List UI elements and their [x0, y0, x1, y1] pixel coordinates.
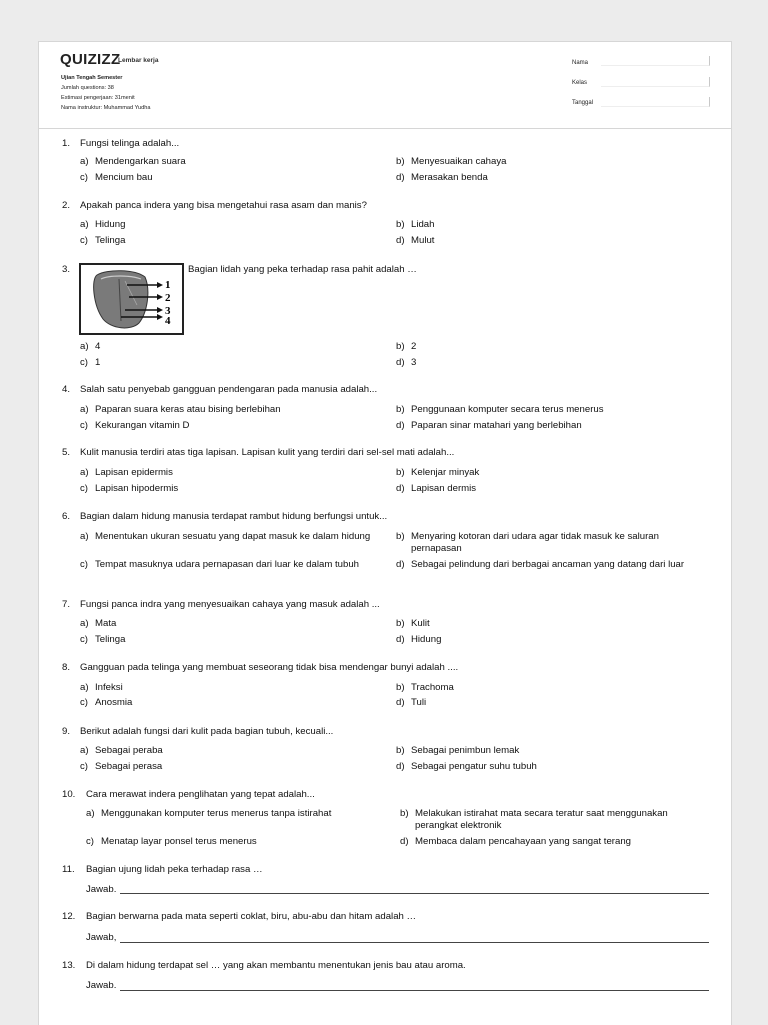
option-text: Telinga [95, 634, 126, 645]
option-b[interactable] [396, 156, 506, 168]
answer-line[interactable] [120, 942, 709, 943]
question-number: 7. [62, 599, 71, 610]
option-letter: c) [80, 235, 88, 246]
question-text: Bagian ujung lidah peka terhadap rasa … [86, 864, 263, 875]
option-letter: b) [396, 745, 405, 756]
option-text: Hidung [411, 634, 442, 645]
tongue-illustration [81, 265, 182, 333]
option-letter: d) [396, 761, 405, 772]
option-a[interactable] [80, 467, 173, 479]
class-field[interactable] [601, 77, 710, 87]
option-text: Menatap layar ponsel terus menerus [101, 836, 257, 847]
option-text: Menggunakan komputer terus menerus tanpa istirahat [101, 808, 332, 819]
question-number: 1. [62, 138, 71, 149]
option-text: Infeksi [95, 682, 123, 693]
question-text: Cara merawat indera penglihatan yang tepat adalah... [86, 789, 315, 800]
question-text: Fungsi telinga adalah... [80, 138, 180, 149]
option-text: Lapisan epidermis [95, 467, 173, 478]
option-text: Telinga [95, 235, 126, 246]
option-letter: c) [80, 697, 88, 708]
option-letter: c) [80, 357, 88, 368]
question-number: 2. [62, 200, 71, 211]
option-letter: a) [86, 808, 95, 819]
option-text: Paparan sinar matahari yang berlebihan [411, 420, 582, 431]
tongue-diagram [79, 263, 184, 335]
date-label: Tanggal [572, 100, 594, 106]
question-number: 3. [62, 264, 71, 275]
option-letter: c) [86, 836, 94, 847]
option-letter: a) [80, 745, 89, 756]
option-letter: d) [396, 357, 405, 368]
option-text: Melakukan istirahat mata secara teratur saat menggunakan perangkat elektronik [415, 808, 668, 831]
option-text: Membaca dalam pencahayaan yang sangat terang [415, 836, 632, 847]
option-c[interactable] [86, 836, 391, 848]
diagram-label-1: 1 [165, 279, 171, 291]
answer-line[interactable] [120, 893, 709, 894]
option-letter: a) [80, 156, 89, 167]
option-c[interactable] [80, 634, 125, 646]
option-letter: d) [396, 697, 405, 708]
class-label: Kelas [572, 80, 588, 86]
option-text: Mendengarkan suara [95, 156, 186, 167]
option-text: Tempat masuknya udara pernapasan dari luar ke dalam tubuh [95, 559, 359, 570]
quizizz-logo: QUIZIZZ [60, 51, 121, 68]
option-text: Lapisan dermis [411, 483, 477, 494]
option-letter: b) [400, 808, 409, 819]
option-a[interactable] [80, 531, 385, 543]
option-text: Kulit [411, 618, 430, 629]
option-b[interactable] [396, 745, 519, 757]
option-letter: a) [80, 467, 89, 478]
option-text: Anosmia [95, 697, 133, 708]
option-text: Kekurangan vitamin D [95, 420, 190, 431]
option-d[interactable] [396, 357, 416, 369]
option-c[interactable] [80, 420, 189, 432]
option-letter: a) [80, 219, 89, 230]
option-text: Sebagai pelindung dari berbagai ancaman yang datang dari luar [411, 559, 685, 570]
option-a[interactable] [80, 219, 125, 231]
option-b[interactable] [396, 531, 701, 555]
option-c[interactable] [80, 172, 153, 184]
option-d[interactable] [396, 634, 441, 646]
worksheet-type: Lembar kerja [118, 57, 159, 64]
option-d[interactable] [396, 559, 701, 571]
option-text: Kelenjar minyak [411, 467, 480, 478]
option-text: Lapisan hipodermis [95, 483, 179, 494]
option-d[interactable] [396, 761, 537, 773]
question-text: Fungsi panca indra yang menyesuaikan cahaya yang masuk adalah ... [80, 599, 380, 610]
option-text: Merasakan benda [411, 172, 488, 183]
question-number: 5. [62, 447, 71, 458]
option-letter: c) [80, 420, 88, 431]
option-letter: d) [396, 483, 405, 494]
question-text: Bagian lidah yang peka terhadap rasa pahit adalah … [188, 264, 417, 275]
option-text: Sebagai penimbun lemak [411, 745, 520, 756]
answer-line[interactable] [120, 990, 709, 991]
option-b[interactable] [396, 682, 454, 694]
option-c[interactable] [80, 357, 100, 369]
diagram-label-3: 3 [165, 305, 171, 317]
option-letter: a) [80, 341, 89, 352]
option-d[interactable] [396, 697, 426, 709]
option-text: Sebagai pengatur suhu tubuh [411, 761, 537, 772]
option-letter: d) [396, 634, 405, 645]
option-b[interactable] [396, 467, 479, 479]
question-count: Jumlah questions: 38 [61, 85, 114, 91]
exam-title: Ujian Tengah Semester [61, 75, 123, 81]
option-a[interactable] [86, 808, 391, 820]
option-letter: d) [396, 559, 405, 570]
worksheet-header [39, 42, 731, 129]
answer-label: Jawab. [86, 884, 117, 895]
diagram-label-2: 2 [165, 292, 171, 304]
option-letter: a) [80, 682, 89, 693]
option-a[interactable] [80, 618, 116, 630]
question-text: Bagian berwarna pada mata seperti coklat, biru, abu-abu dan hitam adalah … [86, 911, 417, 922]
option-letter: b) [396, 682, 405, 693]
question-number: 6. [62, 511, 71, 522]
question-number: 8. [62, 662, 71, 673]
question-number: 11. [62, 864, 75, 875]
option-c[interactable] [80, 761, 162, 773]
option-text: Mulut [411, 235, 435, 246]
option-text: Penggunaan komputer secara terus menerus [411, 404, 604, 415]
option-text: Menyesuaikan cahaya [411, 156, 507, 167]
option-text: Hidung [95, 219, 126, 230]
option-d[interactable] [396, 172, 488, 184]
question-text: Apakah panca indera yang bisa mengetahui rasa asam dan manis? [80, 200, 367, 211]
option-letter: b) [396, 404, 405, 415]
option-c[interactable] [80, 235, 125, 247]
option-b[interactable] [396, 404, 604, 416]
question-text: Gangguan pada telinga yang membuat seseorang tidak bisa mendengar bunyi adalah .... [80, 662, 459, 673]
option-d[interactable] [400, 836, 705, 848]
option-text: Sebagai perasa [95, 761, 163, 772]
date-field[interactable] [601, 97, 710, 107]
option-text: Trachoma [411, 682, 454, 693]
option-b[interactable] [396, 341, 416, 353]
option-text: 3 [411, 357, 417, 368]
time-estimate: Estimasi pengerjaan: 31menit [61, 95, 135, 101]
question-number: 10. [62, 789, 76, 800]
option-text: Menyaring kotoran dari udara agar tidak masuk ke saluran pernapasan [411, 531, 659, 554]
option-letter: a) [80, 404, 89, 415]
instructor-name: Nama instruktur: Muhammad Yudha [61, 105, 151, 111]
question-number: 9. [62, 726, 71, 737]
option-letter: b) [396, 219, 405, 230]
option-a[interactable] [80, 682, 123, 694]
name-label: Nama [572, 60, 589, 66]
question-text: Di dalam hidung terdapat sel … yang akan membantu menentukan jenis bau atau aroma. [86, 960, 466, 971]
option-b[interactable] [396, 618, 430, 630]
option-a[interactable] [80, 341, 100, 353]
option-letter: d) [396, 420, 405, 431]
question-number: 4. [62, 384, 71, 395]
name-field[interactable] [601, 56, 710, 66]
option-letter: a) [80, 618, 89, 629]
question-text: Salah satu penyebab gangguan pendengaran pada manusia adalah... [80, 384, 378, 395]
option-c[interactable] [80, 483, 178, 495]
option-text: 2 [411, 341, 417, 352]
answer-label: Jawab, [86, 932, 117, 943]
option-text: Tuli [411, 697, 427, 708]
question-number: 13. [62, 960, 76, 971]
option-text: Lidah [411, 219, 435, 230]
option-letter: b) [396, 531, 405, 542]
option-text: Mencium bau [95, 172, 153, 183]
option-text: Sebagai peraba [95, 745, 163, 756]
option-letter: b) [396, 156, 405, 167]
option-letter: b) [396, 467, 405, 478]
option-text: 1 [95, 357, 101, 368]
option-letter: b) [396, 618, 405, 629]
question-text: Bagian dalam hidung manusia terdapat rambut hidung berfungsi untuk... [80, 511, 388, 522]
question-number: 12. [62, 911, 76, 922]
option-a[interactable] [80, 745, 163, 757]
option-text: Mata [95, 618, 117, 629]
option-b[interactable] [400, 808, 705, 832]
question-text: Kulit manusia terdiri atas tiga lapisan. Lapisan kulit yang terdiri dari sel-sel mati adalah... [80, 447, 455, 458]
option-b[interactable] [396, 219, 434, 231]
option-letter: d) [396, 172, 405, 183]
option-letter: c) [80, 172, 88, 183]
option-a[interactable] [80, 156, 186, 168]
question-text: Berikut adalah fungsi dari kulit pada bagian tubuh, kecuali... [80, 726, 334, 737]
option-letter: c) [80, 634, 88, 645]
option-c[interactable] [80, 697, 132, 709]
option-letter: d) [396, 235, 405, 246]
option-letter: c) [80, 761, 88, 772]
option-a[interactable] [80, 404, 281, 416]
option-text: Menentukan ukuran sesuatu yang dapat masuk ke dalam hidung [95, 531, 371, 542]
option-text: Paparan suara keras atau bising berlebihan [95, 404, 281, 415]
option-d[interactable] [396, 483, 476, 495]
option-c[interactable] [80, 559, 390, 571]
option-letter: b) [396, 341, 405, 352]
option-letter: c) [80, 483, 88, 494]
option-text: 4 [95, 341, 101, 352]
option-letter: a) [80, 531, 89, 542]
option-d[interactable] [396, 420, 582, 432]
option-letter: d) [400, 836, 409, 847]
option-d[interactable] [396, 235, 434, 247]
option-letter: c) [80, 559, 88, 570]
answer-label: Jawab. [86, 980, 117, 991]
diagram-label-4: 4 [165, 315, 171, 327]
